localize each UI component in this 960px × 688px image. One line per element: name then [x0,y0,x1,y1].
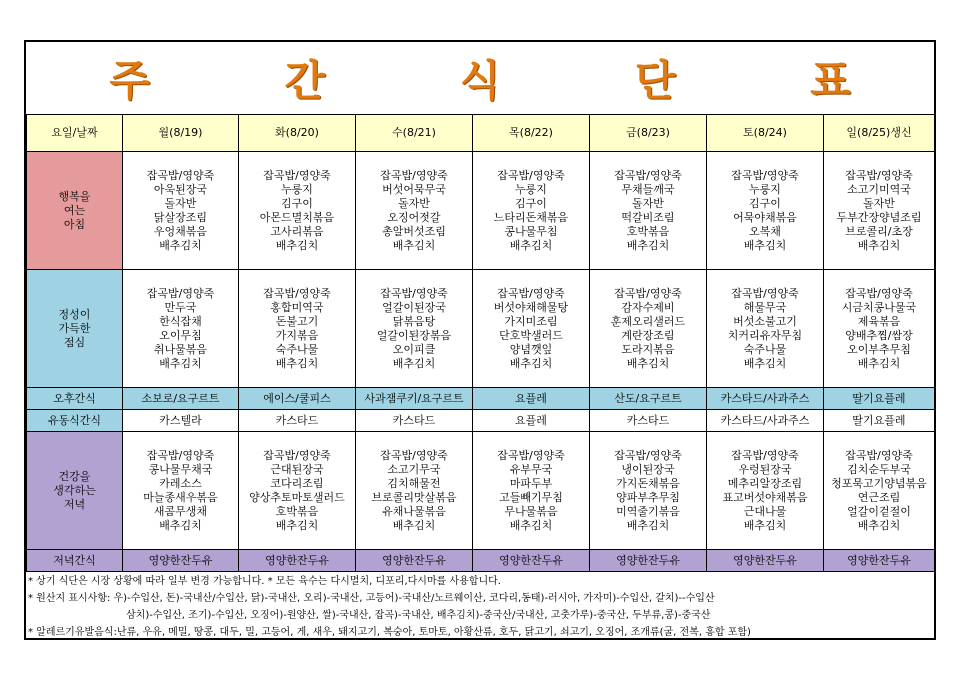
menu-item: 김구이 [515,196,547,210]
mobile-snack-cell: 요플레 [473,410,590,432]
menu-item: 브로콜리/초장 [845,224,913,238]
menu-item: 닭볶음탕 [392,314,436,328]
menu-item: 잡곡밥/영양죽 [614,286,682,300]
menu-item: 미역줄기볶음 [616,504,680,518]
afternoon-snack-row [27,388,935,410]
menu-item: 배추김치 [857,238,901,252]
menu-item: 한식잡채 [159,314,202,328]
menu-item: 제육볶음 [857,314,901,328]
menu-item: 버섯야채해물탕 [493,300,569,314]
menu-item: 훈제오리샐러드 [610,314,686,328]
mobile-snack-cell: 딸기요플레 [824,410,935,432]
mobile-snack-row [27,410,935,432]
breakfast-row [27,152,935,270]
menu-item: 누룽지 [515,182,547,196]
dinner-cell [824,432,935,550]
menu-item: 양배추찜/쌈장 [845,328,913,342]
menu-item: 오복채 [749,224,781,238]
menu-item: 김치해물전 [387,476,441,490]
menu-item: 돈불고기 [275,314,319,328]
menu-item: 잡곡밥/영양죽 [731,168,799,182]
menu-item: 버섯소불고기 [733,314,797,328]
menu-item: 배추김치 [857,356,901,370]
menu-item: 오이부추무침 [847,342,911,356]
header-row [27,115,935,152]
mobile-snack-label: 유동식간식 [27,410,123,432]
breakfast-cell [239,152,356,270]
day-header: 수(8/21) [356,115,473,152]
menu-item: 오이피클 [392,342,436,356]
menu-item: 가지미조림 [504,314,558,328]
menu-item: 배추김치 [509,518,553,532]
menu-item: 배추김치 [743,518,787,532]
mobile-snack-cell: 카스타드 [239,410,356,432]
menu-item: 배추김치 [626,238,670,252]
menu-item: 어묵야채볶음 [733,210,797,224]
menu-item: 아욱된장국 [153,182,208,196]
menu-item: 얼갈이된장볶음 [376,328,452,342]
menu-item: 잡곡밥/영양죽 [263,448,331,462]
breakfast-cell [824,152,935,270]
dinner-row [27,432,935,550]
menu-item: 감자수제비 [621,300,675,314]
menu-item: 배추김치 [275,238,319,252]
menu-item: 배추김치 [857,518,901,532]
menu-item: 잡곡밥/영양죽 [731,448,799,462]
menu-item: 잡곡밥/영양죽 [380,168,448,182]
menu-item: 돌자반 [863,196,895,210]
menu-item: 배추김치 [159,238,202,252]
title-text: 주 간 식 단 표 [109,56,911,105]
menu-item: 냉이된장국 [621,462,675,476]
menu-item: 취나물볶음 [153,342,208,356]
menu-item: 잡곡밥/영양죽 [380,286,448,300]
menu-item: 잡곡밥/영양죽 [731,286,799,300]
mobile-snack-cell: 카스타드 [590,410,707,432]
evening-snack-cell: 영양한잔두유 [356,550,473,572]
menu-item: 가지볶음 [275,328,319,342]
afternoon-snack-cell: 에이스/쿨피스 [239,388,356,410]
mobile-snack-cell: 카스텔라 [123,410,239,432]
lunch-cell [590,270,707,388]
menu-item: 시금치콩나물국 [841,300,917,314]
menu-item: 잡곡밥/영양죽 [614,168,682,182]
menu-item: 유채나물볶음 [382,504,446,518]
note-line: * 알레르기유발음식:난류, 우유, 메밀, 땅콩, 대두, 밀, 고등어, 게, 새우, 돼지고기, 복숭아, 토마토, 아황산류, 호두, 닭고기, 쇠고기, 오징어, 조개류(굴, 전복, 홍합 포함) [28,627,751,638]
dinner-label-line: 건강을 [58,469,91,483]
menu-item: 떡갈비조림 [621,210,675,224]
menu-item: 잡곡밥/영양죽 [497,286,565,300]
menu-item: 콩나물무채국 [148,462,213,476]
menu-item: 호박볶음 [626,224,670,238]
lunch-cell [239,270,356,388]
menu-item: 잡곡밥/영양죽 [845,168,913,182]
breakfast-cell [123,152,239,270]
day-header: 화(8/20) [239,115,356,152]
menu-item: 잡곡밥/영양죽 [845,448,913,462]
menu-item: 마파두부 [509,476,553,490]
breakfast-label-line: 여는 [63,203,86,217]
menu-item: 김구이 [749,196,781,210]
menu-item: 브로콜리맛살볶음 [371,490,457,504]
menu-item: 연근조림 [857,490,901,504]
menu-item: 잡곡밥/영양죽 [263,168,331,182]
menu-item: 잡곡밥/영양죽 [614,448,682,462]
lunch-label-line: 가득한 [58,321,91,335]
menu-item: 고사리볶음 [270,224,324,238]
dinner-cell [239,432,356,550]
menu-item: 배추김치 [159,518,202,532]
menu-item: 얼갈이겉절이 [847,504,911,518]
lunch-cell [707,270,824,388]
menu-item: 잡곡밥/영양죽 [497,168,565,182]
menu-item: 호박볶음 [275,504,319,518]
menu-item: 돌자반 [632,196,664,210]
menu-item: 근대나물 [743,504,787,518]
menu-item: 잡곡밥/영양죽 [146,286,215,300]
menu-item: 도라지볶음 [621,342,675,356]
menu-item: 배추김치 [509,238,553,252]
dinner-cell [473,432,590,550]
menu-item: 카레소스 [159,476,202,490]
menu-item: 메추리알장조림 [727,476,803,490]
menu-item: 무나물볶음 [504,504,558,518]
menu-item: 돌자반 [164,196,197,210]
evening-snack-row [27,550,935,572]
afternoon-snack-cell: 요플레 [473,388,590,410]
menu-item: 소고기미역국 [847,182,911,196]
menu-item: 배추김치 [392,356,436,370]
menu-item: 배추김치 [159,356,202,370]
menu-item: 김구이 [281,196,313,210]
lunch-cell [123,270,239,388]
menu-item: 홍합미역국 [270,300,324,314]
menu-item: 버섯어묵무국 [382,182,446,196]
lunch-label-line: 점심 [63,335,86,349]
menu-item: 고들빼기무침 [499,490,563,504]
menu-item: 누룽지 [749,182,781,196]
evening-snack-label: 저녁간식 [27,550,123,572]
menu-item: 계란장조림 [621,328,675,342]
menu-item: 마늘종새우볶음 [143,490,218,504]
page-title [26,42,934,114]
dinner-cell [707,432,824,550]
menu-item: 청포묵고기양념볶음 [831,476,927,490]
menu-item: 양상추토마토샐러드 [249,490,345,504]
menu-item: 오이무침 [159,328,202,342]
lunch-label-line: 정성이 [58,307,91,321]
menu-item: 숙주나물 [743,342,787,356]
dinner-cell [590,432,707,550]
menu-item: 가지돈채볶음 [616,476,680,490]
lunch-cell [824,270,935,388]
menu-item: 단호박샐러드 [499,328,563,342]
menu-item: 우엉채볶음 [153,224,208,238]
menu-item: 배추김치 [392,518,436,532]
menu-item: 소고기무국 [387,462,441,476]
evening-snack-cell: 영양한잔두유 [707,550,824,572]
menu-item: 표고버섯야채볶음 [722,490,808,504]
day-header: 일(8/25)생신 [824,115,935,152]
menu-item: 잡곡밥/영양죽 [146,448,215,462]
menu-table [26,114,935,572]
evening-snack-cell: 영양한잔두유 [123,550,239,572]
menu-item: 무채들깨국 [621,182,675,196]
header-label: 요일/날짜 [27,115,123,152]
afternoon-snack-cell: 카스타드/사과주스 [707,388,824,410]
menu-item: 잡곡밥/영양죽 [845,286,913,300]
menu-item: 닭살장조림 [153,210,208,224]
menu-item: 숙주나물 [275,342,319,356]
breakfast-label-line: 아침 [63,217,86,231]
lunch-cell [356,270,473,388]
menu-item: 양파부추무침 [616,490,680,504]
menu-item: 배추김치 [275,518,319,532]
menu-item: 배추김치 [392,238,436,252]
dinner-label [27,432,123,550]
menu-item: 총알버섯조림 [382,224,446,238]
day-header: 월(8/19) [123,115,239,152]
menu-item: 오징어젓갈 [387,210,441,224]
menu-item: 양념깻잎 [509,342,553,356]
menu-item: 아몬드멸치볶음 [259,210,335,224]
menu-item: 배추김치 [509,356,553,370]
menu-frame [24,40,936,640]
afternoon-snack-label: 오후간식 [27,388,123,410]
menu-item: 콩나물무침 [504,224,558,238]
mobile-snack-cell: 카스타드/사과주스 [707,410,824,432]
evening-snack-cell: 영양한잔두유 [473,550,590,572]
afternoon-snack-cell: 사과잼쿠키/요구르트 [356,388,473,410]
menu-item: 잡곡밥/영양죽 [497,448,565,462]
menu-item: 유부무국 [509,462,553,476]
note-line: * 원산지 표시사항: 우)-수입산, 돈)-국내산/수입산, 닭)-국내산, 오리)-국내산, 고등어)-국내산/노르웨이산, 코다리,동태)-러시아, 가자미)-수입산, 갈치)--수입산 [28,593,715,604]
evening-snack-cell: 영양한잔두유 [590,550,707,572]
day-header: 금(8/23) [590,115,707,152]
breakfast-label [27,152,123,270]
menu-item: 배추김치 [743,238,787,252]
day-header: 목(8/22) [473,115,590,152]
menu-item: 해물무국 [743,300,787,314]
note-line: 삼치)-수입산, 조기)-수입산, 오징어)-원양산, 쌀)-국내산, 잡곡)-국내산, 배추김치)-중국산/국내산, 고춧가루)-중국산, 두부류,콩)-중국산 [126,610,711,621]
mobile-snack-cell: 카스타드 [356,410,473,432]
dinner-label-line: 저녁 [63,497,86,511]
day-header: 토(8/24) [707,115,824,152]
lunch-cell [473,270,590,388]
menu-item: 우렁된장국 [738,462,792,476]
menu-item: 코다리조림 [270,476,324,490]
breakfast-cell [590,152,707,270]
menu-item: 치커리유자무침 [727,328,803,342]
menu-item: 잡곡밥/영양죽 [380,448,448,462]
breakfast-cell [356,152,473,270]
dinner-label-line: 생각하는 [53,483,96,497]
menu-item: 배추김치 [743,356,787,370]
menu-item: 잡곡밥/영양죽 [146,168,215,182]
menu-item: 얼갈이된장국 [382,300,446,314]
note-line: * 상기 식단은 시장 상황에 따라 일부 변경 가능합니다. * 모든 육수는 다시멸치, 디포리,다시마를 사용합니다. [28,576,501,587]
menu-item: 배추김치 [626,518,670,532]
menu-item: 새콤무생채 [153,504,208,518]
breakfast-cell [473,152,590,270]
lunch-label [27,270,123,388]
menu-item: 만두국 [164,300,197,314]
evening-snack-cell: 영양한잔두유 [824,550,935,572]
menu-item: 잡곡밥/영양죽 [263,286,331,300]
afternoon-snack-cell: 산도/요구르트 [590,388,707,410]
menu-item: 김치순두부국 [847,462,911,476]
menu-item: 배추김치 [275,356,319,370]
lunch-row [27,270,935,388]
menu-item: 근대된장국 [270,462,324,476]
menu-item: 누룽지 [281,182,313,196]
dinner-cell [123,432,239,550]
afternoon-snack-cell: 소보로/요구르트 [123,388,239,410]
menu-item: 돌자반 [398,196,430,210]
breakfast-label-line: 행복을 [58,189,91,203]
menu-item: 느타리돈채볶음 [493,210,569,224]
notes [26,573,934,641]
breakfast-cell [707,152,824,270]
menu-item: 두부간장양념조림 [836,210,922,224]
afternoon-snack-cell: 딸기요플레 [824,388,935,410]
evening-snack-cell: 영양한잔두유 [239,550,356,572]
menu-item: 배추김치 [626,356,670,370]
dinner-cell [356,432,473,550]
